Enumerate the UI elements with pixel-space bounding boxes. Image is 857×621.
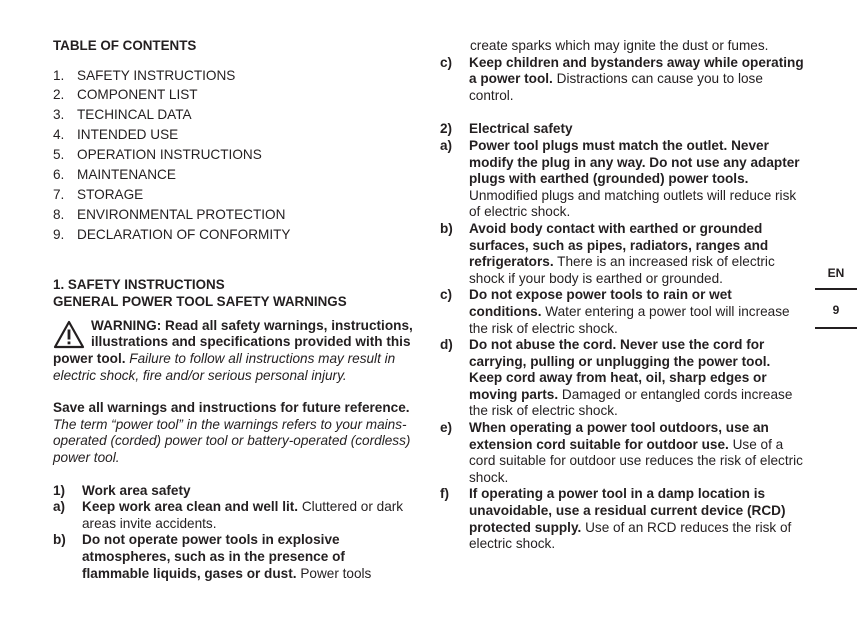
item-label: e) <box>440 420 453 436</box>
warning-triangle-icon <box>53 320 85 350</box>
electrical-title: Electrical safety <box>469 121 573 137</box>
work-area-number: 1) <box>53 482 66 498</box>
continued-text: create sparks which may ignite the dust or fumes. <box>470 38 769 53</box>
toc-label: OPERATION INSTRUCTIONS <box>77 147 262 163</box>
item-text <box>469 486 804 552</box>
toc-number: 6. <box>53 167 65 183</box>
item-bold: Avoid body contact with earthed or grounded surfaces, such as pipes, radiators, ranges and refrigerators. <box>469 220 769 270</box>
toc-number: 9. <box>53 226 65 242</box>
toc-number: 1. <box>53 67 65 83</box>
item-bold: When operating a power tool outdoors, use an extension cord suitable for outdoor use. <box>469 420 769 452</box>
toc-number: 7. <box>53 186 65 202</box>
item-label: d) <box>440 337 453 353</box>
item-label: f) <box>440 486 450 502</box>
item-label: a) <box>53 499 66 515</box>
page-number: 9 <box>815 294 857 329</box>
safety-item <box>440 486 804 552</box>
item-label: b) <box>440 220 453 236</box>
item-bold: Do not abuse the cord. Never use the cord for carrying, pulling or unplugging the power tool. Keep cord away from heat, oil, sharp edges or moving parts. <box>469 337 771 402</box>
electrical-number: 2) <box>440 121 453 137</box>
toc-item <box>53 205 415 225</box>
toc-label: ENVIRONMENTAL PROTECTION <box>77 206 286 222</box>
toc-item <box>53 105 415 125</box>
right-column <box>440 38 804 553</box>
item-bold: Keep work area clean and well lit. <box>82 499 299 515</box>
item-text <box>469 337 804 420</box>
item-text <box>469 221 804 287</box>
safety-item <box>440 221 804 287</box>
toc-label: STORAGE <box>77 186 144 202</box>
item-explanation: Power tools <box>300 565 372 581</box>
item-explanation: There is an increased risk of electric shock if your body is earthed or grounded. <box>469 254 775 286</box>
item-text <box>469 55 804 105</box>
item-text <box>469 420 804 486</box>
toc-item <box>53 165 415 185</box>
warning-paragraph <box>53 318 415 384</box>
safety-item <box>440 337 804 420</box>
section-heading: 1. SAFETY INSTRUCTIONS <box>53 276 225 292</box>
toc-label: MAINTENANCE <box>77 167 176 183</box>
toc-title: TABLE OF CONTENTS <box>53 38 197 53</box>
item-explanation: Unmodified plugs and matching outlets will reduce risk of electric shock. <box>469 187 797 220</box>
work-area-section <box>53 483 415 583</box>
item-label: c) <box>440 54 453 70</box>
power-tool-definition: The term “power tool” in the warnings refers to your mains-operated (corded) power tool or battery-operated (cordless) power tool. <box>53 416 411 465</box>
item-label: a) <box>440 137 453 153</box>
safety-item <box>53 532 415 582</box>
safety-item <box>440 138 804 221</box>
item-text <box>469 287 804 337</box>
item-text <box>82 532 415 582</box>
safety-item <box>440 287 804 337</box>
toc-label: SAFETY INSTRUCTIONS <box>77 67 236 83</box>
left-column <box>53 38 415 582</box>
item-text <box>469 138 804 221</box>
save-paragraph <box>53 400 415 466</box>
item-bold: If operating a power tool in a damp location is unavoidable, use a residual current device (RCD) protected supply. <box>469 486 786 535</box>
warning-text: WARNING: Read all safety warnings, instructions, illustrations and specifications provided with this power tool. <box>53 317 413 366</box>
item-bold: Power tool plugs must match the outlet. Never modify the plug in any way. Do not use any adapter plugs with earthed (grounded) power tools. <box>469 137 800 187</box>
item-explanation: Water entering a power tool will increase the risk of electric shock. <box>469 303 790 336</box>
electrical-items <box>440 138 804 553</box>
toc-number: 8. <box>53 206 65 222</box>
item-explanation: Distractions can cause you to lose control. <box>469 71 763 103</box>
toc-item <box>53 66 415 86</box>
item-label: b) <box>53 532 66 548</box>
item-explanation: Use of a cord suitable for outdoor use reduces the risk of electric shock. <box>469 436 803 485</box>
work-area-heading <box>53 483 415 500</box>
section-subheading: GENERAL POWER TOOL SAFETY WARNINGS <box>53 294 347 310</box>
toc-item <box>53 225 415 245</box>
item-bold: Keep children and bystanders away while operating a power tool. <box>469 54 804 87</box>
work-area-items <box>53 499 415 582</box>
item-explanation: Use of an RCD reduces the risk of electric shock. <box>469 519 792 552</box>
warning-consequence: Failure to follow all instructions may result in electric shock, fire and/or serious personal injury. <box>53 350 396 383</box>
item-explanation: Damaged or entangled cords increase the risk of electric shock. <box>469 386 793 419</box>
toc-item <box>53 85 415 105</box>
toc-label: INTENDED USE <box>77 127 179 143</box>
toc-label: COMPONENT LIST <box>77 87 198 103</box>
toc-label: TECHINCAL DATA <box>77 107 192 123</box>
item-bold: Do not operate power tools in explosive atmospheres, such as in the presence of flammable liquids, gases or dust. <box>82 532 345 581</box>
work-area-title: Work area safety <box>82 482 191 498</box>
item-explanation: Cluttered or dark areas invite accidents. <box>82 499 404 531</box>
toc-list <box>53 66 415 245</box>
toc-number: 3. <box>53 107 65 123</box>
toc-number: 5. <box>53 147 65 163</box>
toc-number: 2. <box>53 87 65 103</box>
safety-item <box>53 499 415 532</box>
work-area-item <box>440 55 804 105</box>
toc-item <box>53 185 415 205</box>
safety-item <box>440 420 804 486</box>
toc-item <box>53 145 415 165</box>
toc-item <box>53 125 415 145</box>
save-instruction: Save all warnings and instructions for future reference. <box>53 400 410 416</box>
item-text <box>82 499 415 532</box>
toc-number: 4. <box>53 127 65 143</box>
toc-label: DECLARATION OF CONFORMITY <box>77 226 291 242</box>
item-label: c) <box>440 287 453 303</box>
item-bold: Do not expose power tools to rain or wet conditions. <box>469 287 732 319</box>
electrical-heading <box>440 121 804 138</box>
language-tab: EN <box>815 262 857 290</box>
